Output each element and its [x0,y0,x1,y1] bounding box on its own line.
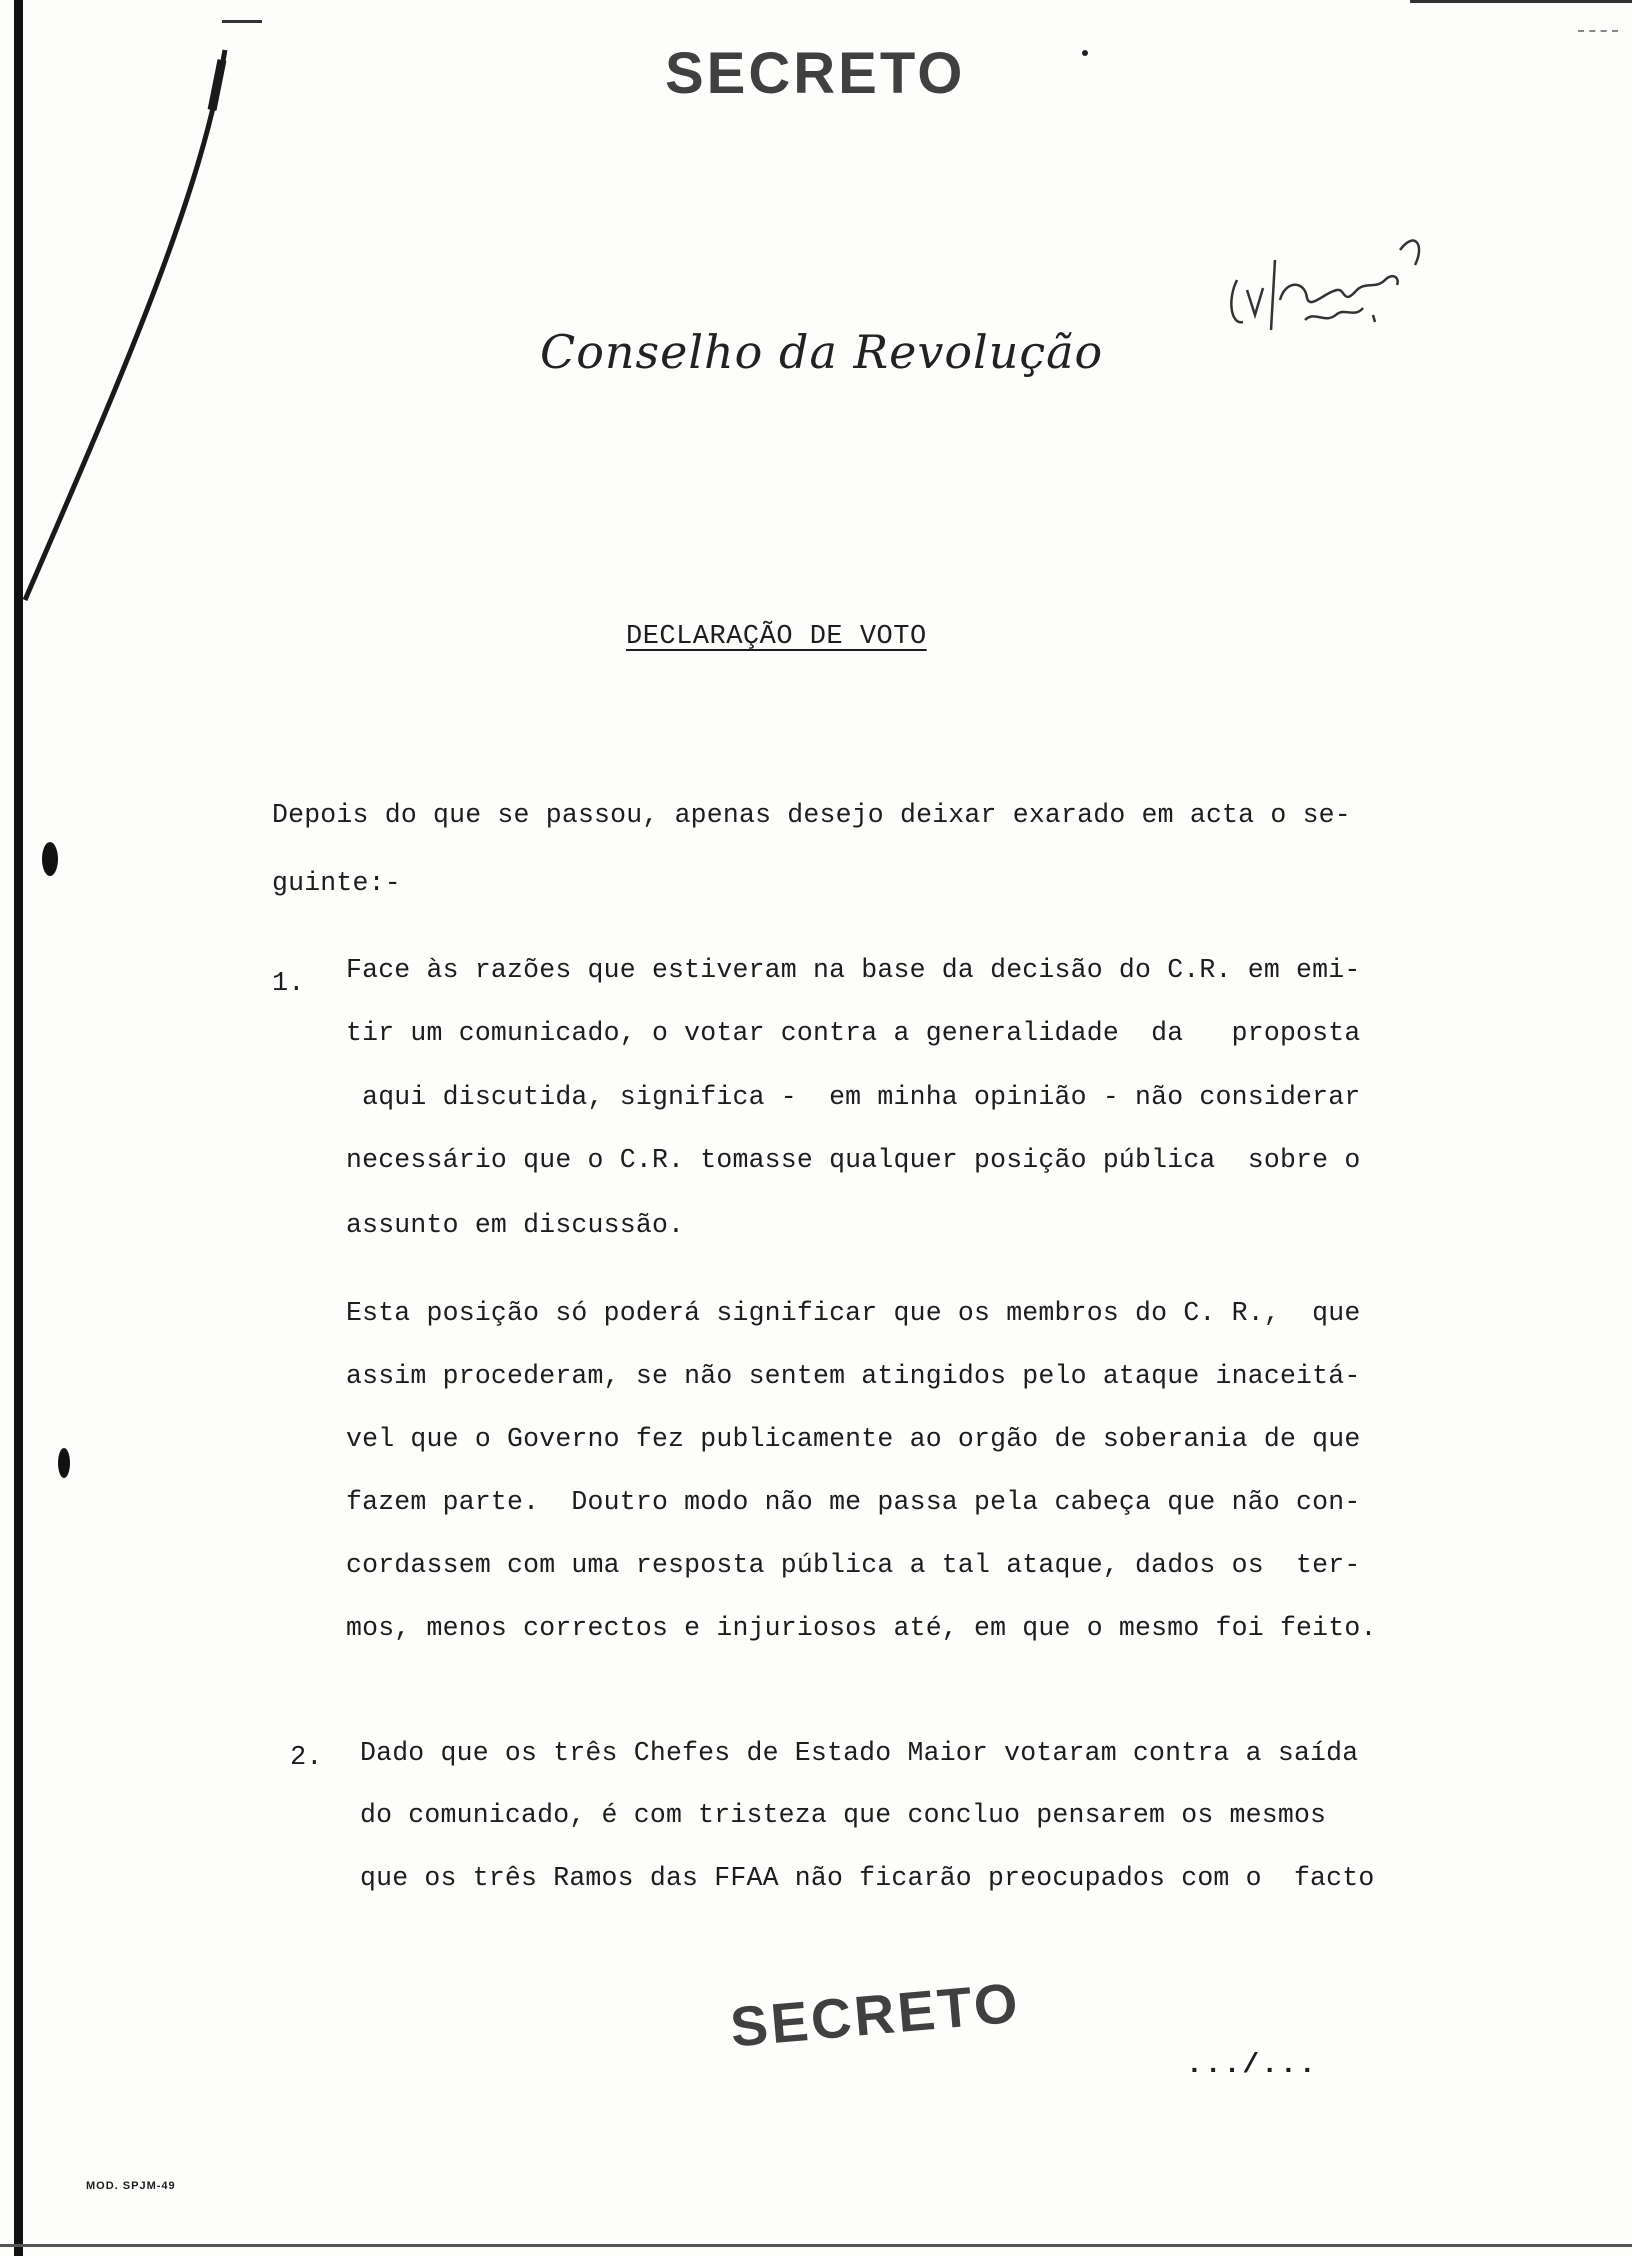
letterhead: Conselho da Revolução [540,325,1104,379]
body-line: Dado que os três Chefes de Estado Maior votaram contra a saída [360,1738,1359,1768]
body-line: vel que o Governo fez publicamente ao orgão de soberania de que [346,1424,1361,1454]
ink-speck [1082,50,1088,56]
form-code: MOD. SPJM-49 [86,2180,176,2192]
intro-line: guinte:- [272,868,401,898]
body-line: necessário que o C.R. tomasse qualquer posição pública sobre o [346,1145,1361,1175]
punch-hole-mark [42,842,58,876]
scan-edge-bottom [0,2244,1632,2247]
body-line: assunto em discussão. [346,1210,685,1240]
body-line: do comunicado, é com tristeza que concluo pensarem os mesmos [360,1800,1327,1830]
body-line: Face às razões que estiveram na base da decisão do C.R. em emi- [346,955,1361,985]
body-line: fazem parte. Doutro modo não me passa pela cabeça que não con- [346,1487,1361,1517]
continuation-mark: .../... [1186,2050,1318,2081]
body-line: Esta posição só poderá significar que os membros do C. R., que [346,1298,1361,1328]
body-line: aqui discutida, significa - em minha opinião - não considerar [346,1082,1361,1112]
body-line: que os três Ramos das FFAA não ficarão preocupados com o facto [360,1863,1375,1893]
scan-diagonal-line [0,0,260,620]
item-number: 1. [272,969,305,999]
scan-edge-top [1410,0,1632,3]
handwritten-initials [1225,230,1485,350]
body-line: cordassem com uma resposta pública a tal ataque, dados os ter- [346,1550,1361,1580]
body-line: assim procederam, se não sentem atingidos pelo ataque inaceitá- [346,1361,1361,1391]
document-title: DECLARAÇÃO DE VOTO [626,622,927,652]
body-line: mos, menos correctos e injuriosos até, em que o mesmo foi feito. [346,1613,1377,1643]
item-number: 2. [290,1743,323,1773]
secret-stamp-bottom: SECRETO [727,1970,1023,2059]
body-line: tir um comunicado, o votar contra a generalidade da proposta [346,1018,1361,1048]
secret-stamp-top: SECRETO [665,41,966,106]
scan-mark-top-right [1578,30,1618,34]
punch-hole-mark [58,1448,70,1478]
intro-line: Depois do que se passou, apenas desejo deixar exarado em acta o se- [272,800,1351,830]
